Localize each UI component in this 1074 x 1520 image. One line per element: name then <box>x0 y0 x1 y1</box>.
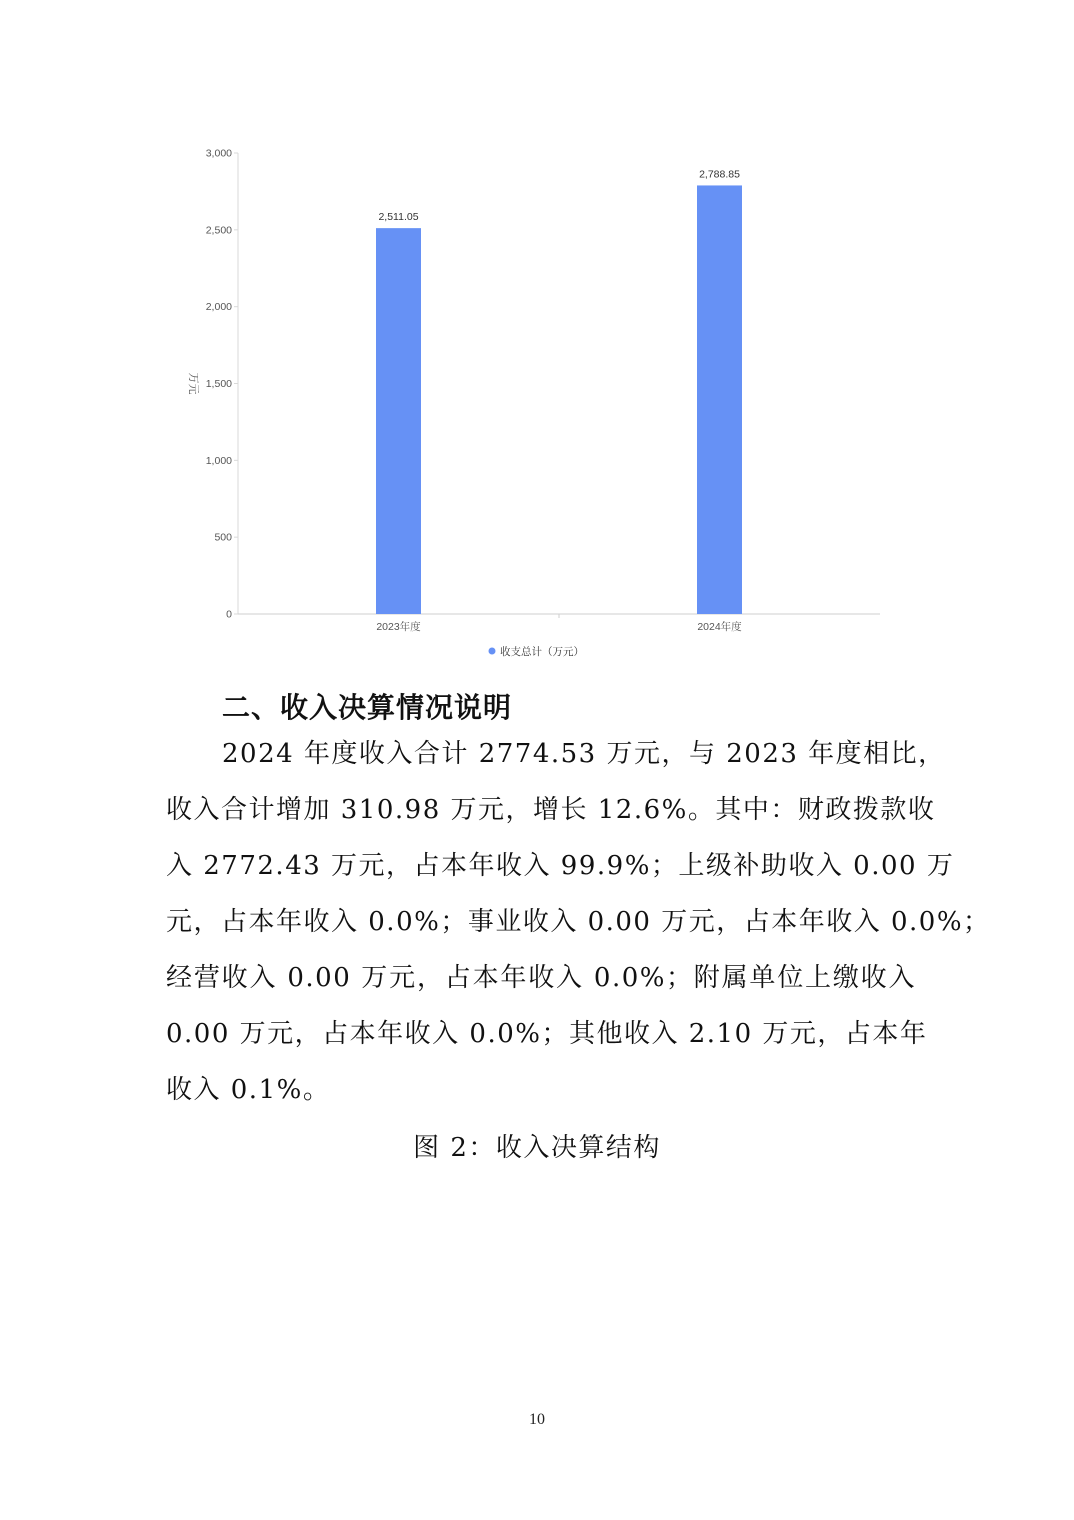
data-label: 2,511.05 <box>378 211 419 224</box>
figure-caption: 图 2：收入决算结构 <box>413 1133 661 1163</box>
x-tick-label: 2024年度 <box>697 621 742 633</box>
x-tick-label: 2023年度 <box>376 621 421 633</box>
paragraph-line-2: 收入合计增加 310.98 万元，增长 12.6%。其中：财政拨款收 <box>166 795 936 825</box>
legend-marker <box>489 648 496 655</box>
y-tick-label: 1,000 <box>205 454 232 467</box>
paragraph-line-5: 经营收入 0.00 万元，占本年收入 0.0%；附属单位上缴收入 <box>166 963 916 993</box>
section-heading: 二、收入决算情况说明 <box>222 691 513 724</box>
paragraph-line-3: 入 2772.43 万元，占本年收入 99.9%；上级补助收入 0.00 万 <box>166 851 955 881</box>
bars-group <box>376 185 742 614</box>
y-axis-title: 万元 <box>187 372 199 395</box>
income-expenditure-bar-chart <box>170 140 900 665</box>
y-tick-label: 2,000 <box>205 301 232 314</box>
y-tick-label: 0 <box>226 608 232 621</box>
bar-2023年度 <box>376 228 421 614</box>
y-tick-label: 500 <box>214 531 232 544</box>
data-label: 2,788.85 <box>699 168 740 181</box>
paragraph-line-4: 元，占本年收入 0.0%；事业收入 0.00 万元，占本年收入 0.0%； <box>166 907 991 937</box>
page-number: 10 <box>529 1411 545 1428</box>
y-axis-ticks <box>206 148 238 621</box>
legend-label: 收支总计（万元） <box>500 646 584 658</box>
y-tick-label: 3,000 <box>205 147 232 160</box>
data-labels-group <box>378 168 740 223</box>
x-axis-labels <box>376 620 742 633</box>
bar-2024年度 <box>697 185 742 614</box>
y-tick-label: 1,500 <box>205 378 232 390</box>
y-tick-label: 2,500 <box>205 224 232 237</box>
paragraph-line-1: 2024 年度收入合计 2774.53 万元，与 2023 年度相比， <box>222 739 946 769</box>
paragraph-line-7: 收入 0.1%。 <box>166 1075 331 1105</box>
legend <box>489 645 585 658</box>
paragraph-line-6: 0.00 万元，占本年收入 0.0%；其他收入 2.10 万元，占本年 <box>166 1019 928 1049</box>
